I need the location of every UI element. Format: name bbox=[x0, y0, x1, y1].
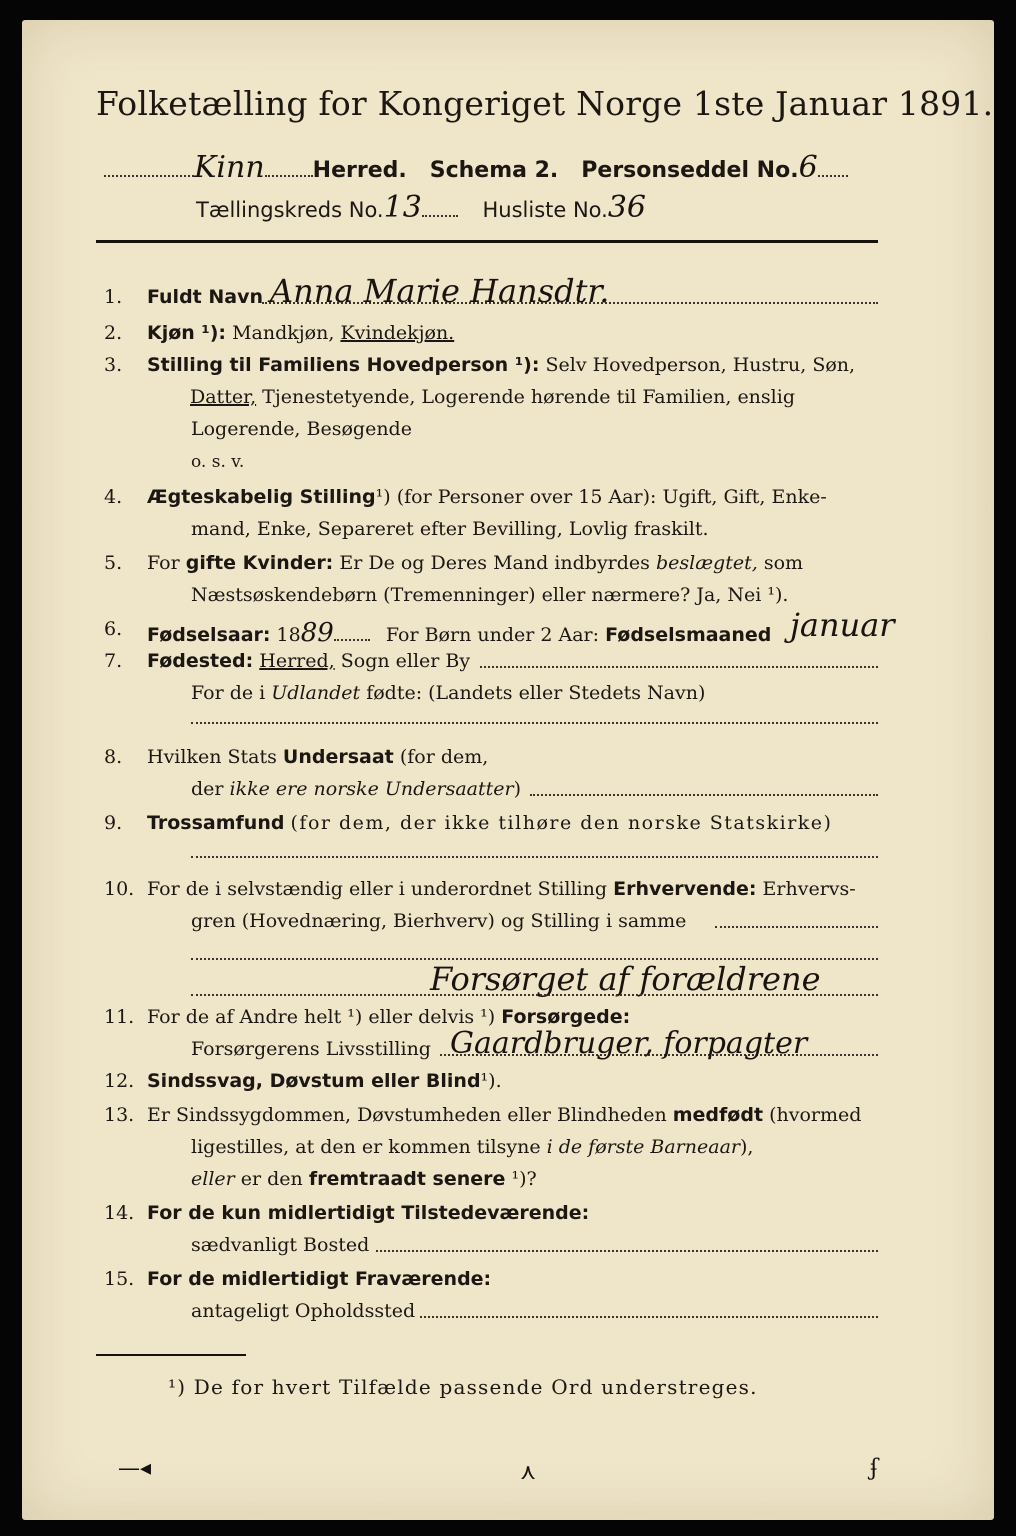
q8-pre: Hvilken Stats bbox=[147, 746, 277, 768]
q10-occupation-value: Forsørget af forældrene bbox=[430, 960, 821, 998]
q14-line2: sædvanligt Bosted bbox=[191, 1234, 370, 1256]
taellingskreds-value: 13 bbox=[383, 190, 422, 225]
q7-number: 7. bbox=[104, 650, 123, 672]
q9-text: (for dem, der ikke tilhøre den norske Statskirke) bbox=[290, 812, 833, 834]
q8-number: 8. bbox=[104, 746, 123, 768]
q8-text2-italic: ikke ere norske Undersaatter bbox=[229, 778, 514, 800]
q4-label: Ægteskabelig Stilling bbox=[147, 486, 376, 508]
q15-label: For de midlertidigt Fraværende: bbox=[147, 1268, 492, 1290]
form-title: Folketælling for Kongeriget Norge 1ste Januar 1891. bbox=[96, 84, 994, 123]
q3-line4: o. s. v. bbox=[191, 452, 245, 472]
herred-row bbox=[104, 150, 848, 185]
q7-label: Fødested: bbox=[147, 650, 254, 672]
q13-text1-end: (hvormed bbox=[769, 1104, 862, 1126]
q6-month-label: Fødselsmaaned bbox=[605, 624, 772, 646]
q11-provider-value: Gaardbruger, forpagter bbox=[450, 1026, 808, 1061]
q15-line2: antageligt Opholdssted bbox=[191, 1300, 416, 1322]
right-registration-mark: ʄ bbox=[870, 1456, 879, 1481]
q13-text2b: ), bbox=[740, 1136, 754, 1158]
q12-line bbox=[147, 1070, 502, 1092]
personseddel-value: 6 bbox=[798, 150, 818, 185]
q2-label: Kjøn ¹): bbox=[147, 322, 227, 344]
q8-text2a: der bbox=[191, 778, 224, 800]
q13-text3a: er den bbox=[240, 1168, 303, 1190]
q3-options-2: Tjenestetyende, Logerende hørende til Familien, enslig bbox=[262, 386, 795, 408]
q4-text1: ¹) (for Personer over 15 Aar): Ugift, Gift, Enke- bbox=[375, 486, 827, 508]
q13-text3-end: ¹)? bbox=[511, 1168, 537, 1190]
q1-label: Fuldt Navn bbox=[147, 286, 264, 308]
q11-line1 bbox=[147, 1006, 630, 1028]
q8-line1 bbox=[147, 746, 488, 768]
taellingskreds-label: Tællingskreds No. bbox=[196, 198, 384, 222]
q11-line2: Forsørgerens Livsstilling bbox=[191, 1038, 431, 1060]
q4-number: 4. bbox=[104, 486, 123, 508]
husliste-label: Husliste No. bbox=[482, 198, 608, 222]
q13-line3 bbox=[191, 1168, 537, 1190]
q9-line1 bbox=[147, 812, 832, 834]
q5-label: gifte Kvinder: bbox=[185, 552, 334, 574]
taellingskreds-row bbox=[196, 190, 646, 225]
q11-label: Forsørgede: bbox=[501, 1006, 631, 1028]
q5-pre: For bbox=[147, 552, 180, 574]
q7-line1 bbox=[147, 650, 470, 672]
q4-line1 bbox=[147, 486, 827, 508]
q15-number: 15. bbox=[104, 1268, 135, 1290]
q8-text1-end: (for dem, bbox=[399, 746, 489, 768]
q12-label: Sindssvag, Døvstum eller Blind bbox=[147, 1070, 481, 1092]
q6-number: 6. bbox=[104, 618, 123, 640]
q2-option-kvinde: Kvindekjøn. bbox=[340, 322, 455, 344]
q3-number: 3. bbox=[104, 354, 123, 376]
q13-text3-italic: eller bbox=[191, 1168, 235, 1190]
q10-text1: For de i selvstændig eller i underordnet Stilling bbox=[147, 878, 608, 900]
q8-line2 bbox=[191, 778, 521, 800]
q4-line2: mand, Enke, Separeret efter Bevilling, Lovlig fraskilt. bbox=[191, 518, 709, 540]
q11-number: 11. bbox=[104, 1006, 135, 1028]
q10-line1 bbox=[147, 878, 856, 900]
q6-year-prefix: 18 bbox=[276, 624, 301, 646]
q6-label: Fødselsaar: bbox=[147, 624, 271, 646]
q10-line2: gren (Hovednæring, Bierhverv) og Stilling i samme bbox=[191, 910, 687, 932]
q7-text2b: fødte: (Landets eller Stedets Navn) bbox=[366, 682, 706, 704]
q7-option-herred: Herred, bbox=[259, 650, 335, 672]
q3-line2 bbox=[190, 386, 795, 408]
q3-line1 bbox=[147, 354, 855, 376]
q8-label: Undersaat bbox=[282, 746, 394, 768]
q1-name-value: Anna Marie Hansdtr. bbox=[270, 272, 610, 310]
q14-label: For de kun midlertidigt Tilstedeværende: bbox=[147, 1202, 590, 1224]
footnote-divider bbox=[96, 1354, 246, 1356]
q13-label: medfødt bbox=[672, 1104, 764, 1126]
q3-option-datter: Datter, bbox=[190, 386, 257, 408]
q6-line bbox=[147, 618, 771, 648]
q6-month-value: januar bbox=[790, 606, 895, 644]
q12-end: ¹). bbox=[480, 1070, 502, 1092]
q8-text2b: ) bbox=[513, 778, 522, 800]
q10-text1-end: Erhvervs- bbox=[762, 878, 856, 900]
q13-text1: Er Sindssygdommen, Døvstumheden eller Blindheden bbox=[147, 1104, 667, 1126]
q13-text2a: ligestilles, at den er kommen tilsyne bbox=[191, 1136, 541, 1158]
q2-option-mand: Mandkjøn, bbox=[232, 322, 335, 344]
q12-number: 12. bbox=[104, 1070, 135, 1092]
q14-number: 14. bbox=[104, 1202, 135, 1224]
herred-value: Kinn bbox=[194, 150, 265, 185]
q3-label: Stilling til Familiens Hovedperson ¹): bbox=[147, 354, 540, 376]
q13-line2 bbox=[191, 1136, 753, 1158]
q5-text1-end: som bbox=[763, 552, 804, 574]
q7-text2-italic: Udlandet bbox=[271, 682, 361, 704]
q2-number: 2. bbox=[104, 322, 123, 344]
q7-text2a: For de i bbox=[191, 682, 266, 704]
q11-text1: For de af Andre helt ¹) eller delvis ¹) bbox=[147, 1006, 496, 1028]
q5-line2: Næstsøskendebørn (Tremenninger) eller nærmere? Ja, Nei ¹). bbox=[191, 584, 789, 606]
q6-year-value: 89 bbox=[300, 618, 334, 648]
q7-options: Sogn eller By bbox=[340, 650, 471, 672]
footnote: ¹) De for hvert Tilfælde passende Ord understreges. bbox=[168, 1375, 758, 1399]
q13-label2: fremtraadt senere bbox=[308, 1168, 506, 1190]
q5-line1 bbox=[147, 552, 803, 574]
q5-text1-italic: beslægtet, bbox=[655, 552, 758, 574]
q3-line3: Logerende, Besøgende bbox=[191, 418, 412, 440]
q3-options-1: Selv Hovedperson, Hustru, Søn, bbox=[545, 354, 856, 376]
schema-label: Schema 2. bbox=[429, 158, 559, 183]
q10-label: Erhvervende: bbox=[613, 878, 757, 900]
q5-text1: Er De og Deres Mand indbyrdes bbox=[339, 552, 650, 574]
husliste-value: 36 bbox=[607, 190, 647, 225]
header-divider bbox=[96, 240, 878, 243]
herred-label: Herred. bbox=[312, 158, 407, 183]
center-registration-mark: ⋏ bbox=[520, 1460, 537, 1485]
q2-line bbox=[147, 322, 454, 344]
q5-number: 5. bbox=[104, 552, 123, 574]
left-registration-mark: —◂ bbox=[118, 1456, 152, 1481]
q13-text2-italic: i de første Barneaar bbox=[546, 1136, 740, 1158]
q13-number: 13. bbox=[104, 1104, 135, 1126]
census-form-sheet bbox=[22, 20, 994, 1520]
q7-line2 bbox=[191, 682, 705, 704]
q13-line1 bbox=[147, 1104, 861, 1126]
q9-number: 9. bbox=[104, 812, 123, 834]
personseddel-label: Personseddel No. bbox=[581, 158, 799, 183]
q9-label: Trossamfund bbox=[147, 812, 285, 834]
q10-number: 10. bbox=[104, 878, 135, 900]
q6-mid: For Børn under 2 Aar: bbox=[385, 624, 600, 646]
q1-number: 1. bbox=[104, 286, 123, 308]
